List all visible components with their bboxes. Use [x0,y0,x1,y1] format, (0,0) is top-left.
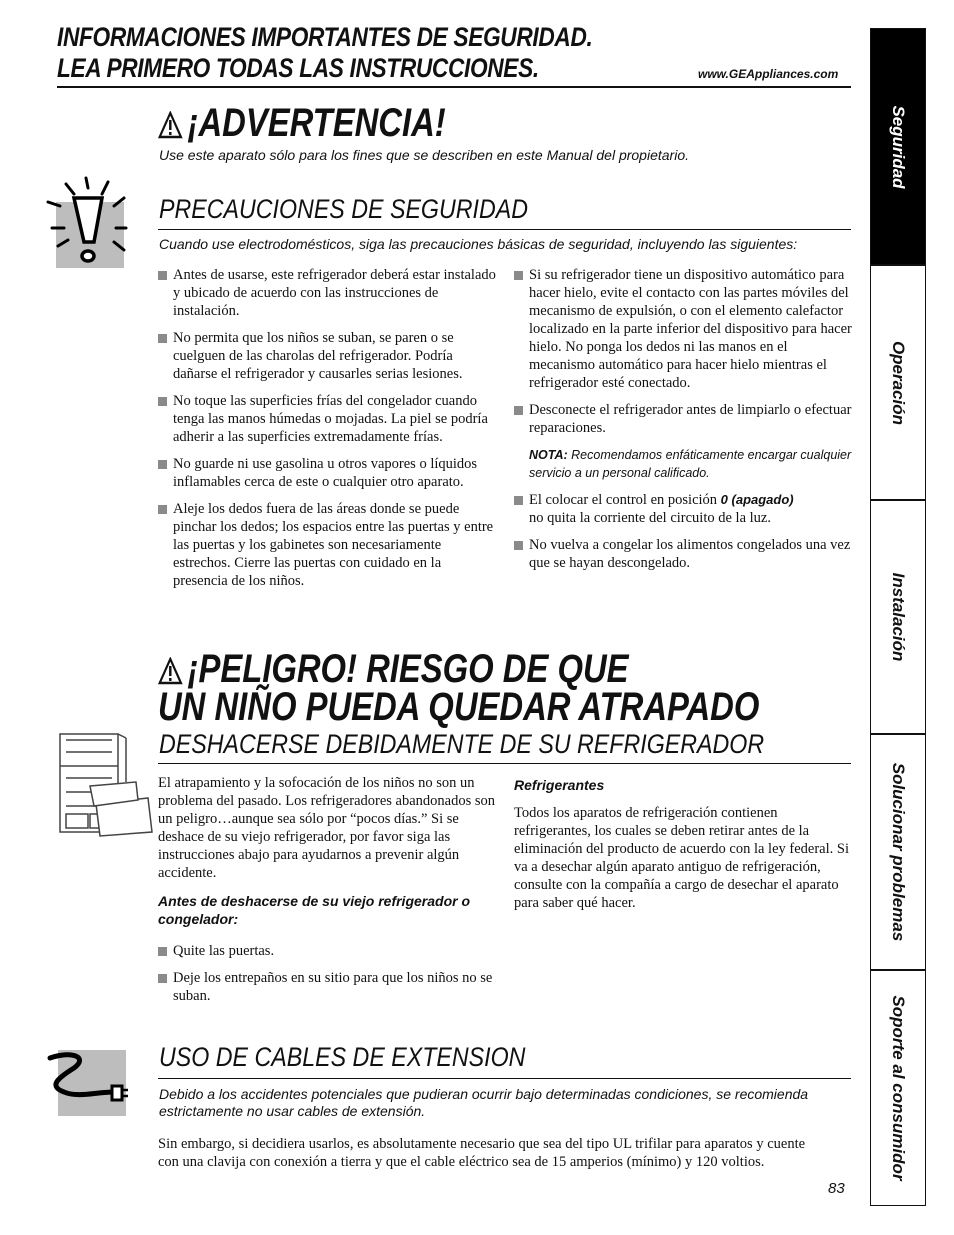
bullet-square-icon [158,974,167,983]
nota-label: NOTA: [529,448,568,462]
bullet-square-icon [158,505,167,514]
bullet-square-icon [158,397,167,406]
disposal-item-text: Quite las puertas. [173,943,275,959]
precaution-text: Desconecte el refrigerador antes de limpiarlo o efectuar reparaciones. [529,402,852,436]
danger-title-line-1: ¡PELIGRO! RIESGO DE QUE [187,647,629,691]
disposal-item [158,942,496,960]
precaution-text: No toque las superficies frías del congelador cuando tenga las manos húmedas o mojadas. La piel se podría adherir a las superficies extremadamente frías. [173,393,488,445]
control-text-post: no quita la corriente del circuito de la luz. [529,510,771,526]
bullet-square-icon [158,460,167,469]
warning-title-text: ¡ADVERTENCIA! [187,101,446,145]
precaution-text: No permita que los niños se suban, se paren o se cuelguen de las charolas del refrigerador. Podría dañarse el refrigerador y causarles serias lesiones. [173,330,463,382]
exclamation-safety-icon [44,176,128,270]
extension-divider [158,1078,851,1079]
disposal-item [158,969,496,1005]
precaution-item [514,491,852,527]
disposal-divider [158,763,851,764]
website-link[interactable]: www.GEAppliances.com [698,67,839,81]
refrigerants-column [514,776,852,912]
extension-heading: USO DE CABLES DE EXTENSION [159,1042,526,1072]
extension-body: Sin embargo, si decidiera usarlos, es absolutamente necesario que sea del tipo UL trifilar para aparatos y cuente con una clavija con conexión a tierra y que el cable eléctrico sea de 15 amperios (mínimo) y 120 voltios. [158,1136,806,1170]
bullet-square-icon [158,334,167,343]
precautions-intro: Cuando use electrodomésticos, siga las precauciones básicas de seguridad, incluyendo las siguientes: [159,236,798,252]
precaution-item [158,500,496,590]
precaution-item [158,266,496,320]
control-text-pre: El colocar el control en posición [529,492,718,508]
precautions-left-column [158,266,496,599]
extension-cord-icon [44,1046,130,1118]
danger-title [158,647,760,729]
refrigerator-illustration [56,730,156,838]
danger-title-line-2: UN NIÑO PUEDA QUEDAR ATRAPADO [158,685,760,729]
tab-soporte-al-consumidor[interactable] [871,971,925,1205]
header-title-line-1: INFORMACIONES IMPORTANTES DE SEGURIDAD. [57,22,593,52]
page-number: 83 [828,1180,845,1197]
precaution-item [158,455,496,491]
bullet-square-icon [158,947,167,956]
control-position-label: 0 (apagado) [720,492,794,507]
precaution-item [514,536,852,572]
tab-operacion[interactable] [871,266,925,501]
precaution-text: Antes de usarse, este refrigerador deberá estar instalado y ubicado de acuerdo con las instrucciones de instalación. [173,267,496,319]
warning-block [158,101,509,145]
tab-label: Seguridad [889,104,908,189]
warning-subtitle: Use este aparato sólo para los fines que se describen en este Manual del propietario. [159,147,689,163]
disposal-item-text: Deje los entrepaños en su sitio para que los niños no se suban. [173,970,493,1004]
bullet-square-icon [514,496,523,505]
bullet-square-icon [514,541,523,550]
tab-seguridad[interactable] [871,29,925,266]
disposal-heading: DESHACERSE DEBIDAMENTE DE SU REFRIGERADOR [159,729,765,759]
warning-title [158,101,446,145]
precaution-text: No vuelva a congelar los alimentos congelados una vez que se hayan descongelado. [529,537,851,571]
nota-text: Recomendamos enfáticamente encargar cualquier servicio a un personal calificado. [529,448,852,480]
precautions-heading: PRECAUCIONES DE SEGURIDAD [159,194,529,224]
section-sidebar [870,28,926,1206]
precautions-right-column [514,266,852,581]
tab-label: Instalación [889,572,908,662]
precaution-item [158,329,496,383]
header-divider [57,86,851,88]
tab-instalacion[interactable] [871,501,925,735]
tab-label: Soporte al consumidor [889,995,908,1181]
precaution-item [514,401,852,437]
nota-paragraph [529,446,852,482]
tab-solucionar-problemas[interactable] [871,735,925,971]
header-title-line-2: LEA PRIMERO TODAS LAS INSTRUCCIONES. [57,53,539,83]
disposal-left-column [158,774,496,1014]
tab-label: Operación [889,340,908,425]
bullet-square-icon [514,406,523,415]
precaution-item [158,392,496,446]
extension-intro: Debido a los accidentes potenciales que pudieran ocurrir bajo determinadas condiciones, se recomienda estrictamente no usar cables de extensión. [159,1086,809,1119]
precaution-text: Aleje los dedos fuera de las áreas donde se puede pinchar los dedos; los espacios entre las puertas y entre las puertas y los gabinetes son necesariamente estrechos. Cierre las puertas con cuidado en la presencia de los niños. [173,501,494,589]
page-header-title [57,22,592,84]
precaution-text: No guarde ni use gasolina u otros vapores o líquidos inflamables cerca de este o cualquier otro aparato. [173,456,478,490]
warning-triangle-icon [158,111,183,139]
precaution-item [514,266,852,392]
refrigerants-body: Todos los aparatos de refrigeración contienen refrigerantes, los cuales se deben retirar antes de la eliminación del producto de acuerdo con la ley federal. Si va a desechar algún aparato antiguo de refrigeración, consulte con la compañía a cargo de desechar el aparato para saber qué hacer. [514,805,849,911]
disposal-intro: El atrapamiento y la sofocación de los niños no son un problema del pasado. Los refrigeradores abandonados son un peligro…aunque sea sólo por “pocos días.” Si se deshace de su viejo refrigerador, por favor siga las instrucciones abajo para ayudarnos a prevenir algún accidente. [158,775,496,881]
precaution-text: Si su refrigerador tiene un dispositivo automático para hacer hielo, evite el contacto con las partes móviles del mecanismo de expulsión, o con el elemento calefactor localizado en la parte inferior del dispositivo para hacer hielo. No ponga los dedos ni las manos en el mecanismo automático para hacer hielo mientras el refrigerador esté conectado. [529,267,852,391]
danger-triangle-icon [158,657,183,685]
refrigerants-heading: Refrigerantes [514,777,605,793]
bullet-square-icon [158,271,167,280]
bullet-square-icon [514,271,523,280]
tab-label: Solucionar problemas [889,762,908,942]
before-disposal-heading: Antes de deshacerse de su viejo refrigerador o congelador: [158,893,471,927]
precautions-divider [158,229,851,230]
